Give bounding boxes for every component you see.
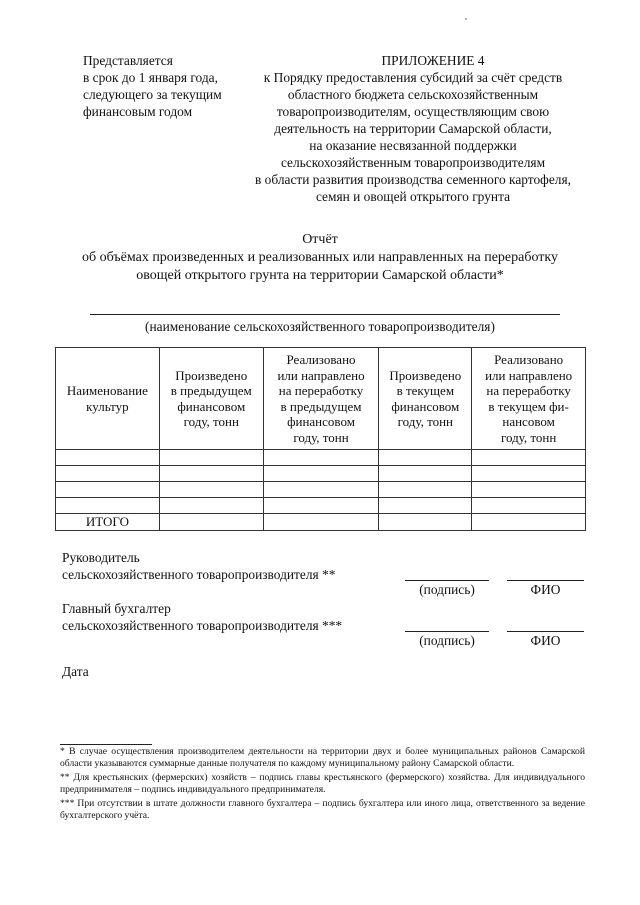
footnote: * В случае осуществления производителем деятельности на территории двух и более муниципальных районов Самарской области указываются суммарные данные получателя по каждому муниципальному району Самарской области. [60,746,585,770]
table-cell[interactable] [56,450,160,466]
table-cell[interactable] [472,514,586,531]
accountant-title-line: сельскохозяйственного товаропроизводителя *** [62,618,343,633]
footnotes [60,746,585,823]
table-total-row [56,514,586,531]
head-signatory [62,549,392,583]
header-produced-current: Произведено в текущем финансовом году, тонн [379,348,472,450]
table-cell[interactable] [379,466,472,482]
accountant-signature-label: (подпись) [419,633,475,648]
scan-speck [465,18,467,20]
footnote: *** При отсутствии в штате должности главного бухгалтера – подпись бухгалтера или иного лица, ответственного за ведение бухгалтерского учёта. [60,797,585,822]
table-row [56,498,586,514]
appendix-line: сельскохозяйственным товаропроизводителям [280,155,546,170]
appendix-line: товаропроизводителям, осуществляющим свою [276,104,550,119]
appendix-line: областного бюджета сельскохозяйственным [287,87,539,102]
appendix-header [238,52,588,205]
producer-name-line[interactable] [90,314,560,315]
table-cell[interactable] [263,450,379,466]
head-name-label: ФИО [530,582,561,597]
accountant-name-label: ФИО [530,633,561,648]
appendix-line: на оказание несвязанной поддержки [309,138,517,153]
submission-note-line: финансовым годом [83,104,193,119]
footnote: ** Для крестьянских (фермерских) хозяйств – подпись главы крестьянского (фермерского) хозяйства. Для индивидуального предпринимателя – подпись индивидуального предпринимателя. [60,771,585,796]
table-cell[interactable] [159,514,263,531]
total-label: ИТОГО [56,514,160,531]
appendix-title: ПРИЛОЖЕНИЕ 4 [381,53,485,68]
table-cell[interactable] [379,482,472,498]
accountant-signatory [62,600,392,634]
table-cell[interactable] [56,498,160,514]
table-row [56,450,586,466]
table-cell[interactable] [263,514,379,531]
report-heading [60,231,580,285]
submission-note-line: следующего за текущим [83,87,222,102]
header-crop-name: Наименование культур [56,348,160,450]
appendix-line: семян и овощей открытого грунта [315,189,511,204]
table-cell[interactable] [472,466,586,482]
head-signature-label: (подпись) [419,582,475,597]
accountant-name-line[interactable] [507,631,584,632]
accountant-signature-line[interactable] [405,631,489,632]
submission-note-line: в срок до 1 января года, [83,70,218,85]
producer-name-caption: (наименование сельскохозяйственного товаропроизводителя) [145,319,495,334]
accountant-title-line: Главный бухгалтер [62,601,171,616]
appendix-line: к Порядку предоставления субсидий за счёт средств [263,70,563,85]
table-cell[interactable] [159,498,263,514]
head-title-line: Руководитель [62,550,140,565]
table-cell[interactable] [379,514,472,531]
head-name-line[interactable] [507,580,584,581]
footnote-separator [60,744,152,745]
table-cell[interactable] [159,466,263,482]
date-label: Дата [62,664,89,679]
table-row [56,482,586,498]
header-produced-previous: Произведено в предыдущем финансовом году, тонн [159,348,263,450]
header-sold-current: Реализовано или направлено на переработку в текущем фи- нансовом году, тонн [472,348,586,450]
report-subtitle-line: об объёмах произведенных и реализованных или направленных на переработку [81,250,558,265]
table-cell[interactable] [263,466,379,482]
table-cell[interactable] [263,498,379,514]
head-signature-line[interactable] [405,580,489,581]
table-header-row [56,348,586,450]
table-cell[interactable] [379,498,472,514]
header-sold-previous: Реализовано или направлено на переработку в предыдущем финансовом году, тонн [263,348,379,450]
table-cell[interactable] [263,482,379,498]
table-cell[interactable] [159,450,263,466]
table-cell[interactable] [472,450,586,466]
submission-note-line: Представляется [83,53,173,68]
report-subtitle-line: овощей открытого грунта на территории Самарской области* [136,268,504,283]
table-cell[interactable] [472,482,586,498]
appendix-line: деятельность на территории Самарской области, [274,121,552,136]
table-cell[interactable] [159,482,263,498]
table-cell[interactable] [56,466,160,482]
volumes-table [55,347,586,531]
report-title: Отчёт [302,232,338,247]
table-cell[interactable] [472,498,586,514]
head-title-line: сельскохозяйственного товаропроизводителя ** [62,567,336,582]
appendix-line: в области развития производства семенного картофеля, [255,172,571,187]
submission-note [83,52,253,120]
table-row [56,466,586,482]
table-cell[interactable] [56,482,160,498]
table-cell[interactable] [379,450,472,466]
